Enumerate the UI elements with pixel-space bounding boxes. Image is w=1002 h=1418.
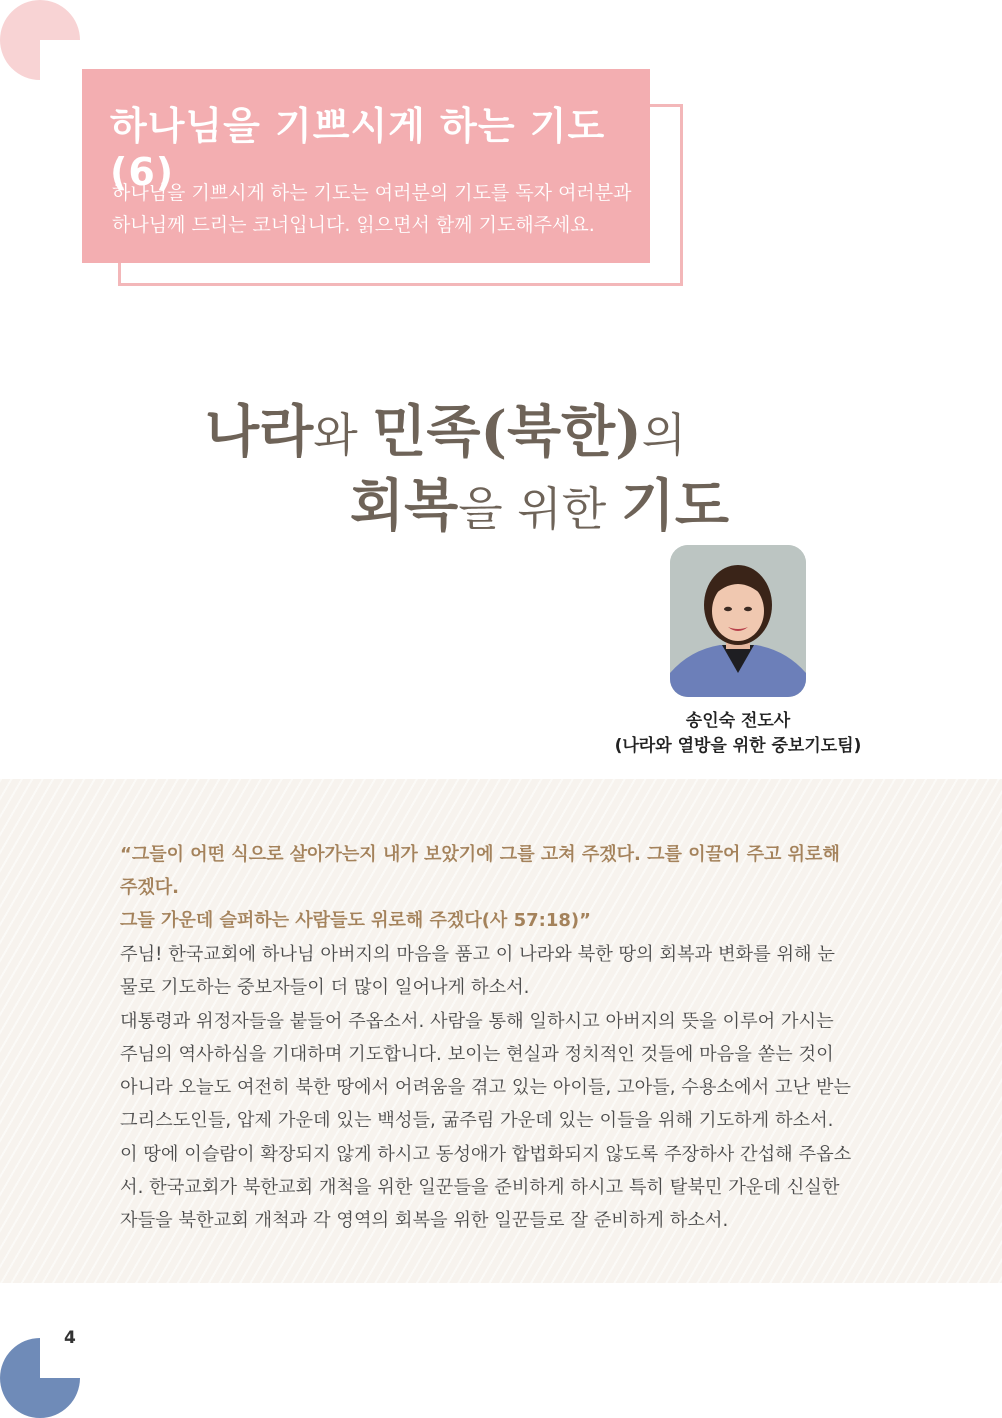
- section-header: [82, 69, 650, 263]
- subtitle-line-2: 하나님께 드리는 코너입니다. 읽으면서 함께 기도해주세요.: [112, 214, 595, 236]
- author-affiliation: (나라와 열방을 위한 중보기도팀): [614, 736, 862, 756]
- subtitle-line-1: 하나님을 기쁘시게 하는 기도는 여러분의 기도를 독자 여러분과: [112, 182, 632, 204]
- author-photo: [670, 545, 806, 697]
- title-word-nara: 나라: [205, 399, 314, 465]
- scripture-quote: [120, 838, 860, 937]
- page-number: 4: [64, 1328, 76, 1348]
- title-word-minjok: 민족(북한): [372, 399, 642, 465]
- prayer-paragraph-2: 대통령과 위정자들을 붙들어 주옵소서. 사람을 통해 일하시고 아버지의 뜻을 이루어 가시는 주님의 역사하심을 기대하며 기도합니다. 보이는 현실과 정치적인 것들에 마음을 쏟는 것이 아니라 오늘도 여전히 북한 땅에서 어려움을 겪고 있는 아이들, 고아들, 수용소에서 고난 받는 그리스도인들, 압제 가운데 있는 백성들, 굶주림 가운데 있는 이들을 위해 기도하게 하소서. 이 땅에 이슬람이 확장되지 않게 하시고 동성애가 합법화되지 않도록 주장하사 간섭해 주옵소서. 한국교회가 북한교회 개척을 위한 일꾼들을 준비하게 하시고 특히 탈북민 가운데 신실한 자들을 북한교회 개척과 각 영역의 회복을 위한 일꾼들로 잘 준비하게 하소서.: [120, 1010, 852, 1232]
- article-title-line-2: [350, 462, 729, 542]
- scripture-line-1: “그들이 어떤 식으로 살아가는지 내가 보았기에 그를 고쳐 주겠다. 그를 이끌어 주고 위로해 주겠다.: [120, 844, 840, 898]
- title-particle-wa: 와: [313, 408, 373, 462]
- title-word-gido: 기도: [620, 473, 729, 539]
- title-particle-ui: 의: [641, 408, 687, 462]
- title-particle-eul-wihan: 을 위한: [458, 482, 621, 536]
- prayer-paragraph-1: 주님! 한국교회에 하나님 아버지의 마음을 품고 이 나라와 북한 땅의 회복과 변화를 위해 눈물로 기도하는 중보자들이 더 많이 일어나게 하소서.: [120, 944, 835, 999]
- decorative-corner-top: [0, 0, 80, 80]
- prayer-body: [120, 938, 852, 1238]
- scripture-line-2: 그들 가운데 슬퍼하는 사람들도 위로해 주겠다(사 57:18)”: [120, 910, 591, 931]
- title-word-hoebok: 회복: [350, 473, 459, 539]
- article-title-line-1: [205, 388, 686, 468]
- section-subtitle: [112, 177, 632, 241]
- author-portrait-image: [670, 545, 806, 697]
- section-title: 하나님을 기쁘시게 하는 기도(6): [110, 104, 606, 194]
- decorative-corner-bottom: [0, 1338, 80, 1418]
- author-name: 송인숙 전도사: [685, 711, 791, 731]
